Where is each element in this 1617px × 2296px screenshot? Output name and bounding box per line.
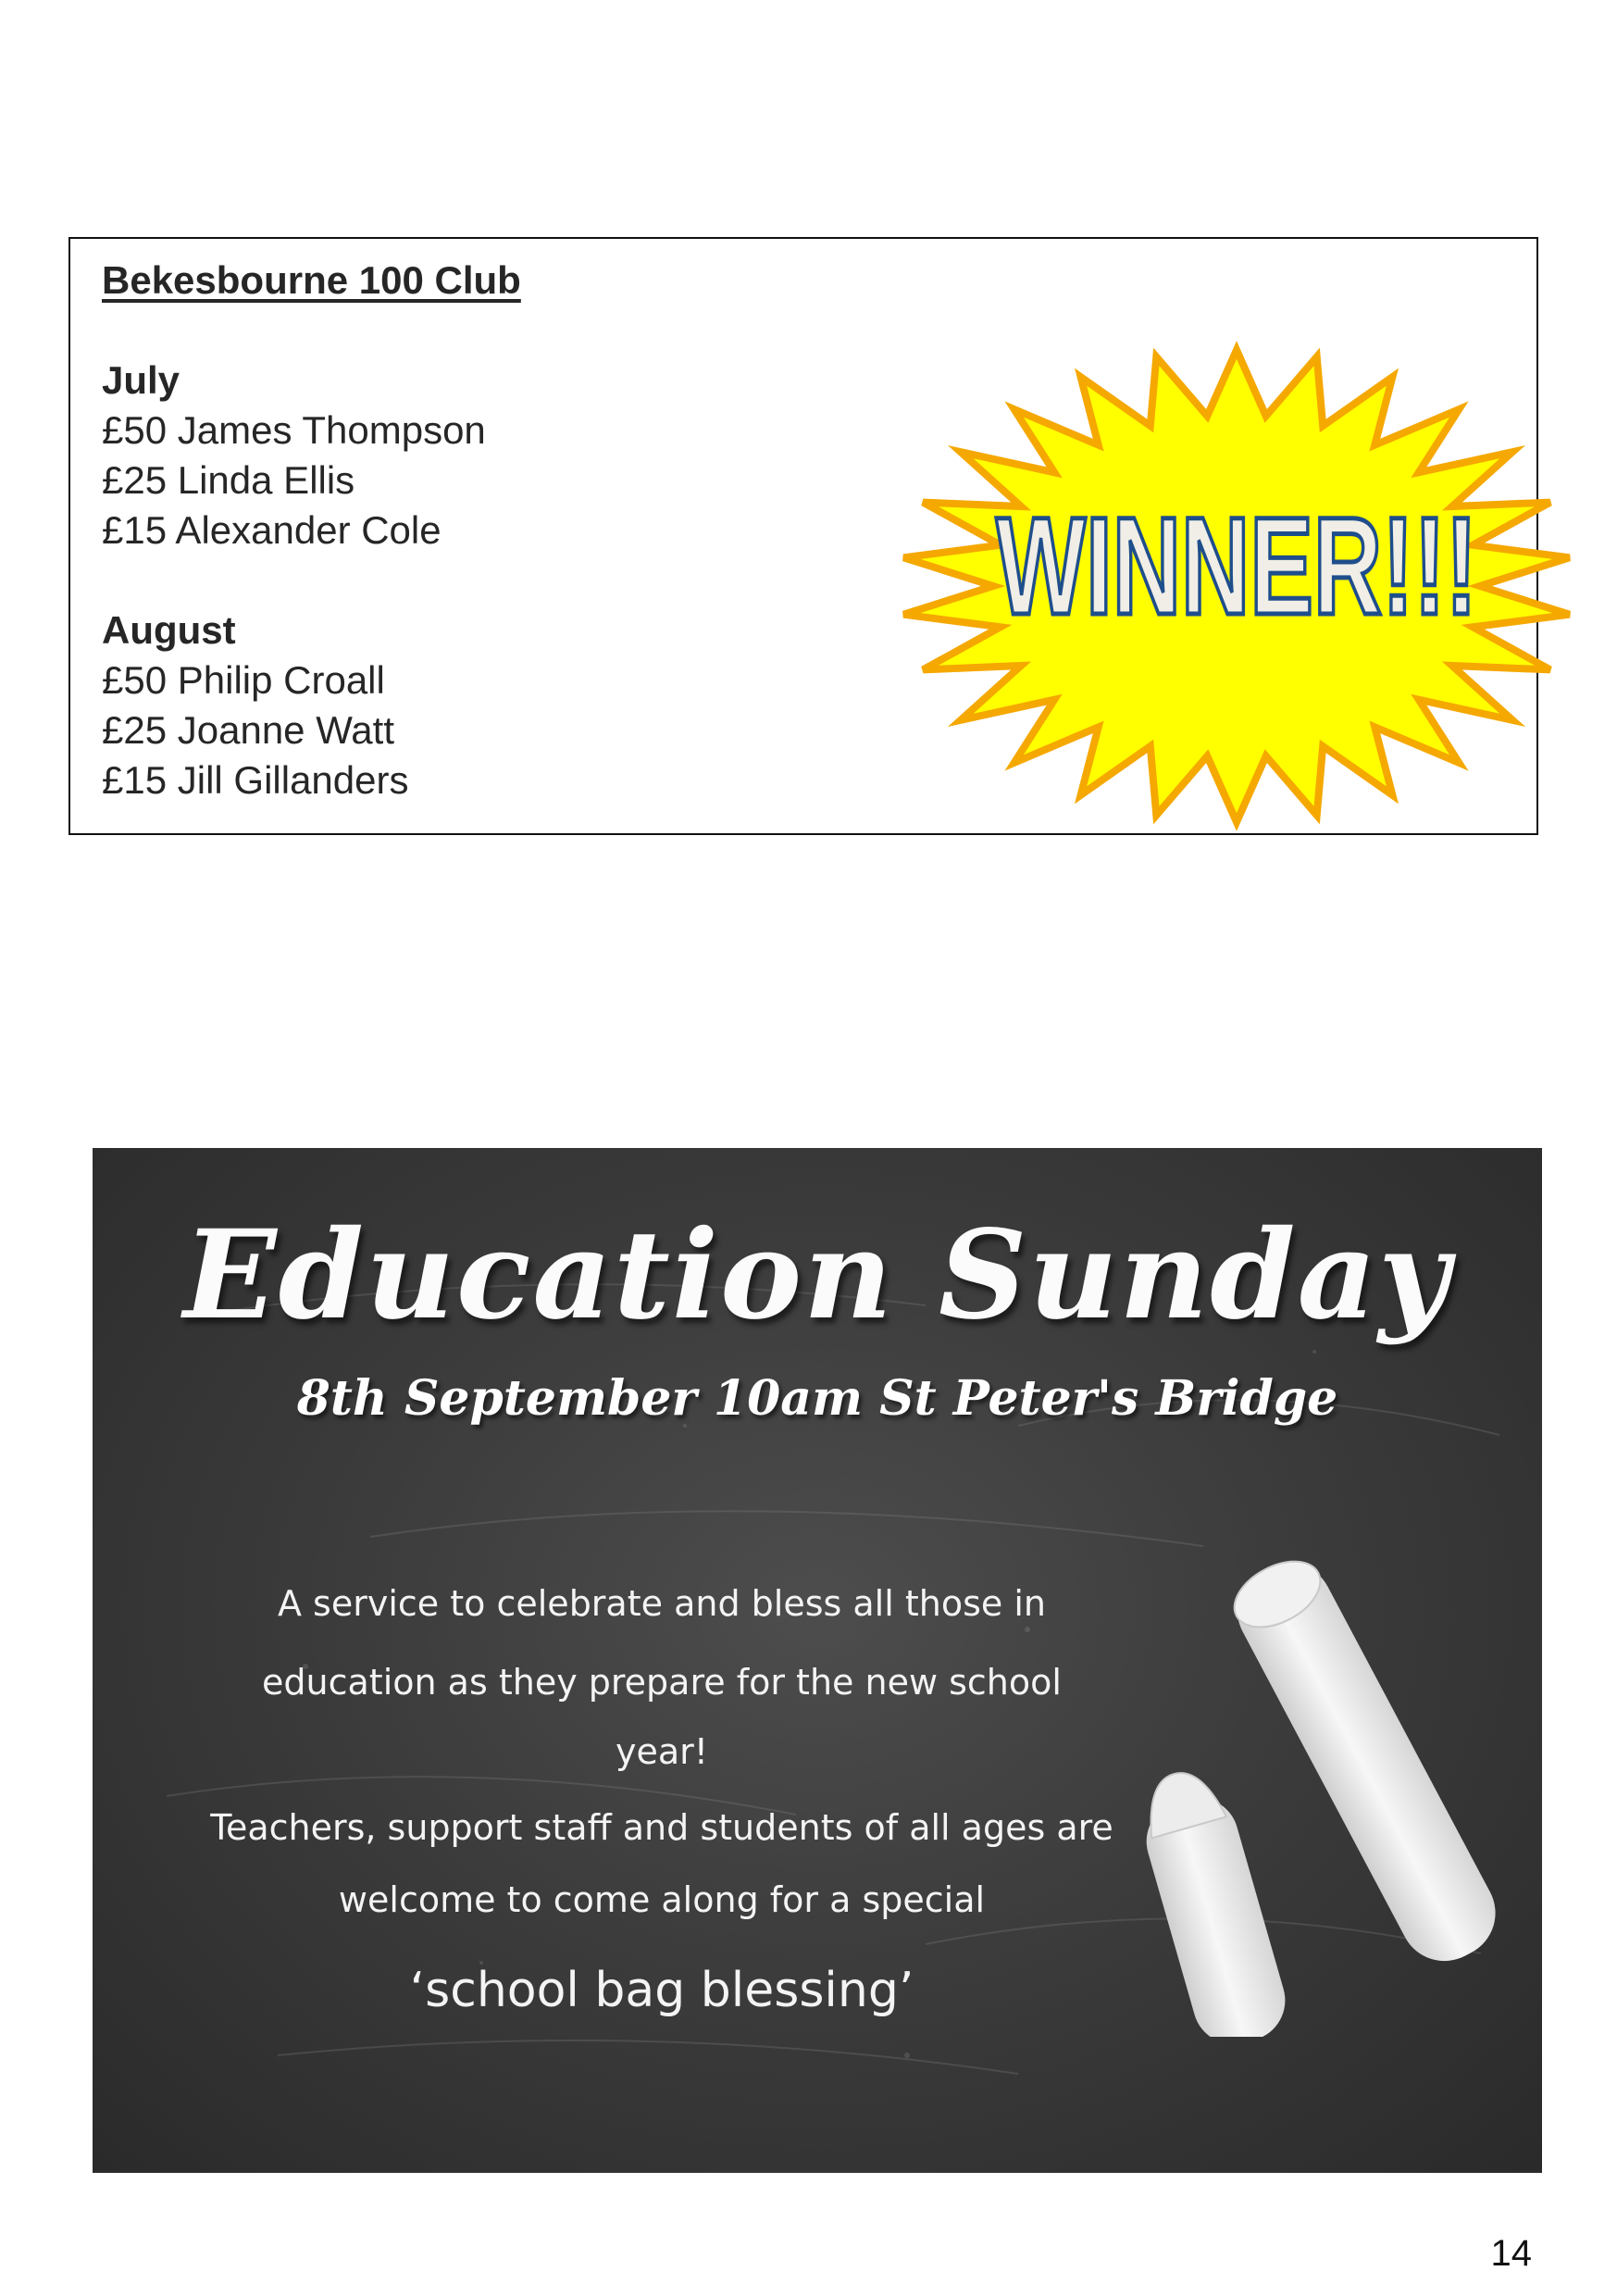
poster-line: welcome to come along for a special — [338, 1879, 986, 1920]
poster-line: year! — [615, 1731, 708, 1772]
winner-burst-icon — [885, 331, 1588, 831]
club-results-box — [68, 237, 1538, 835]
club-title: Bekesbourne 100 Club — [102, 258, 521, 302]
month-august: August — [102, 608, 236, 652]
month-july: July — [102, 358, 180, 402]
page-number: 14 — [1490, 2233, 1532, 2274]
winner-july-2: £25 Linda Ellis — [102, 458, 355, 502]
poster-subtitle: 8th September 10am St Peter's Bridge — [296, 1370, 1338, 1427]
winner-badge-text: WINNER!!! — [996, 488, 1477, 643]
winner-july-3: £15 Alexander Cole — [102, 508, 442, 552]
winner-august-2: £25 Joanne Watt — [102, 708, 394, 752]
winner-august-3: £15 Jill Gillanders — [102, 758, 409, 802]
education-sunday-poster — [93, 1148, 1542, 2173]
poster-line: Teachers, support staff and students of all ages are — [210, 1807, 1113, 1848]
winner-august-1: £50 Philip Croall — [102, 658, 385, 702]
poster-line: A service to celebrate and bless all those in — [277, 1583, 1046, 1624]
poster-title: Education Sunday — [183, 1204, 1451, 1347]
chalk-sticks-icon — [1111, 1537, 1542, 2037]
club-results-text — [102, 256, 521, 805]
winner-july-1: £50 James Thompson — [102, 408, 486, 452]
poster-line: education as they prepare for the new school — [262, 1662, 1062, 1703]
poster-highlight-line: ‘school bag blessing’ — [409, 1963, 914, 2018]
